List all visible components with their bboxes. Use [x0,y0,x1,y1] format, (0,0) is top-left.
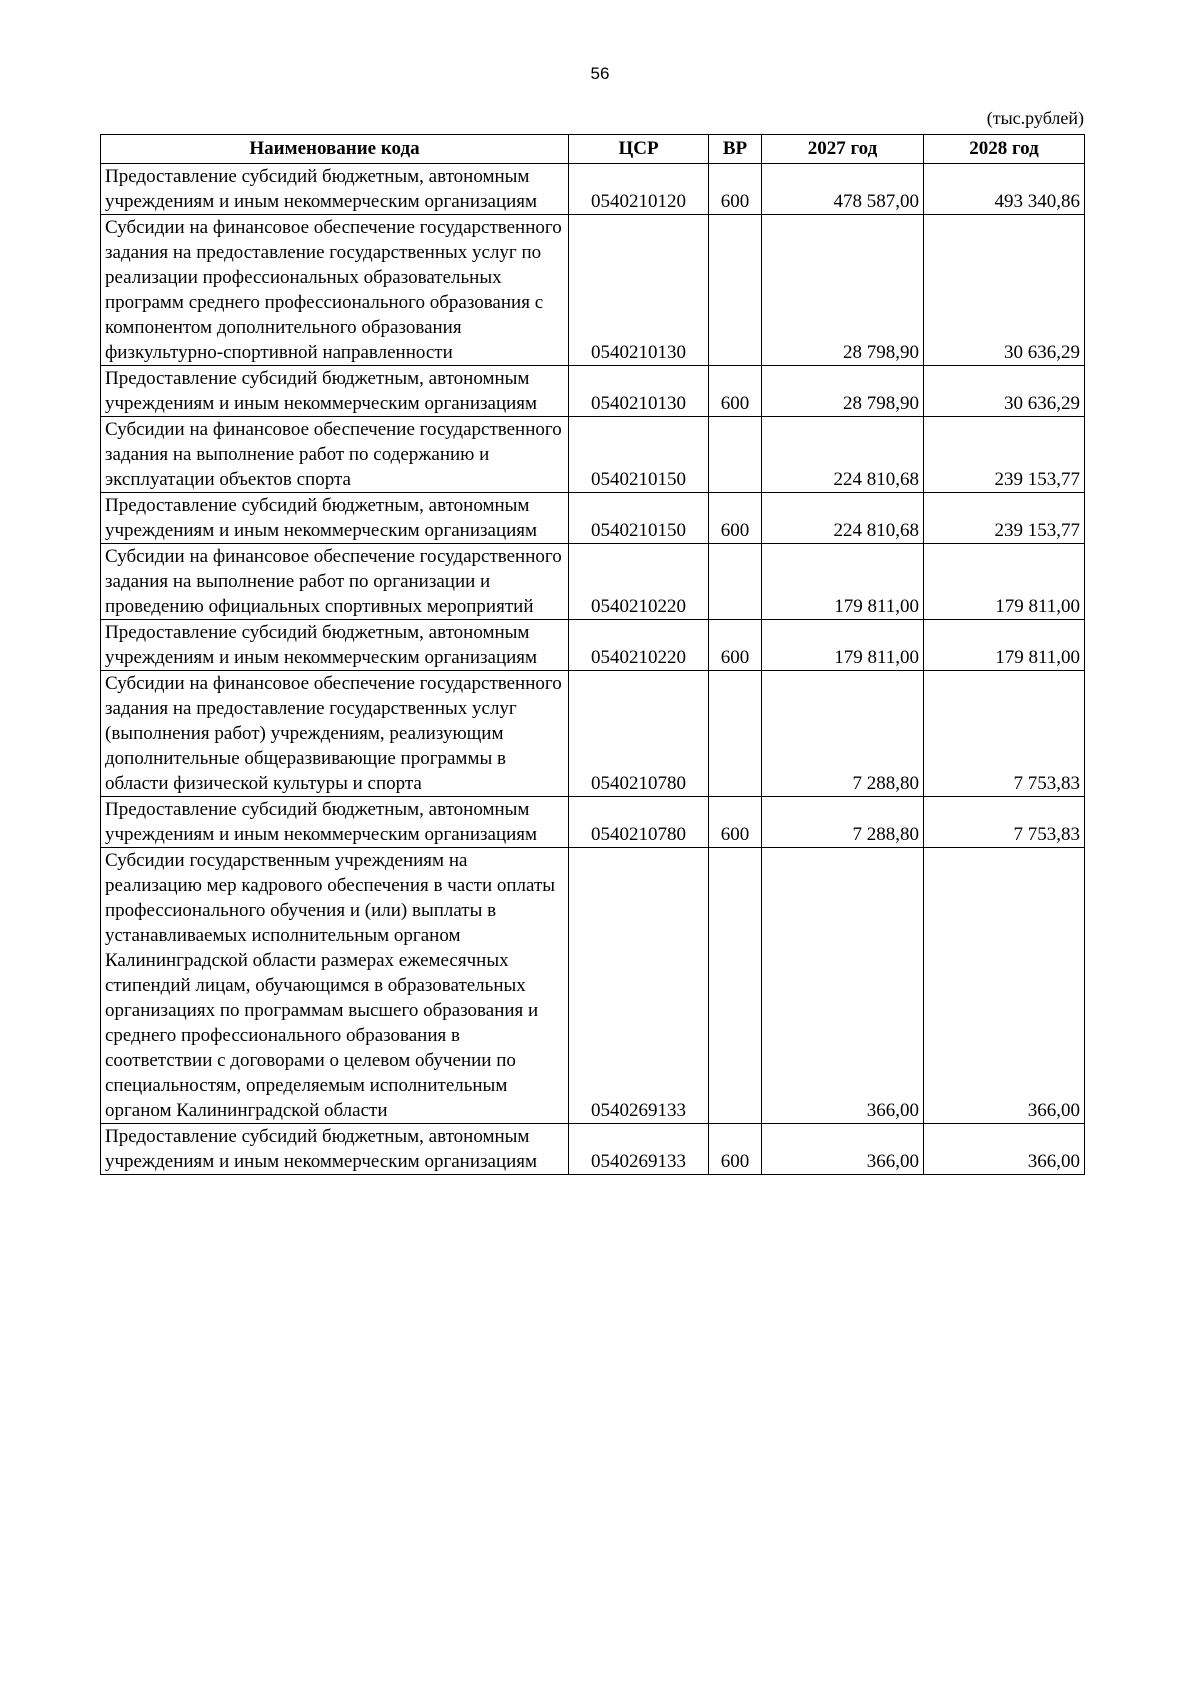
row-value-2027: 366,00 [762,1124,924,1175]
row-value-2027: 224 810,68 [762,493,924,544]
row-value-2027: 179 811,00 [762,544,924,620]
row-vr: 600 [709,366,762,417]
row-name: Предоставление субсидий бюджетным, автономным учреждениям и иным некоммерческим организациям [101,164,569,215]
table-row [101,620,1085,671]
row-value-2027: 28 798,90 [762,215,924,366]
row-vr: 600 [709,620,762,671]
row-value-2028: 7 753,83 [924,671,1085,797]
row-csr: 0540210780 [569,671,709,797]
row-csr: 0540269133 [569,1124,709,1175]
row-name: Предоставление субсидий бюджетным, автономным учреждениям и иным некоммерческим организациям [101,620,569,671]
header-vr: ВР [709,135,762,164]
row-value-2028: 30 636,29 [924,215,1085,366]
row-value-2027: 366,00 [762,848,924,1124]
row-value-2027: 7 288,80 [762,797,924,848]
table-row [101,848,1085,1124]
row-value-2027: 28 798,90 [762,366,924,417]
header-csr: ЦСР [569,135,709,164]
row-csr: 0540210780 [569,797,709,848]
row-csr: 0540269133 [569,848,709,1124]
row-value-2028: 7 753,83 [924,797,1085,848]
row-csr: 0540210150 [569,417,709,493]
row-vr: 600 [709,1124,762,1175]
table-row [101,1124,1085,1175]
row-value-2027: 224 810,68 [762,417,924,493]
row-csr: 0540210220 [569,544,709,620]
row-vr [709,848,762,1124]
header-year-2028: 2028 год [924,135,1085,164]
row-value-2028: 30 636,29 [924,366,1085,417]
row-value-2028: 179 811,00 [924,544,1085,620]
table-row [101,797,1085,848]
row-name: Субсидии на финансовое обеспечение государственного задания на предоставление государственных услуг по реализации профессиональных образовательных программ среднего профессионального образования с компонентом дополнительного образования физкультурно-спортивной направленности [101,215,569,366]
row-vr [709,544,762,620]
table-row [101,215,1085,366]
row-name: Субсидии на финансовое обеспечение государственного задания на выполнение работ по организации и проведению официальных спортивных мероприятий [101,544,569,620]
row-vr [709,215,762,366]
row-name: Субсидии государственным учреждениям на реализацию мер кадрового обеспечения в части оплаты профессионального обучения и (или) выплаты в устанавливаемых исполнительным органом Калининградской области размерах ежемесячных стипендий лицам, обучающимся в образовательных организациях по программам высшего образования и среднего профессионального образования в соответствии с договорами о целевом обучении по специальностям, определяемым исполнительным органом Калининградской области [101,848,569,1124]
header-name: Наименование кода [101,135,569,164]
row-vr: 600 [709,797,762,848]
row-name: Предоставление субсидий бюджетным, автономным учреждениям и иным некоммерческим организациям [101,797,569,848]
row-name: Субсидии на финансовое обеспечение государственного задания на предоставление государственных услуг (выполнения работ) учреждениям, реализующим дополнительные общеразвивающие программы в области физической культуры и спорта [101,671,569,797]
row-value-2028: 239 153,77 [924,417,1085,493]
unit-note: (тыс.рублей) [986,108,1084,128]
row-value-2027: 179 811,00 [762,620,924,671]
row-csr: 0540210130 [569,366,709,417]
row-name: Предоставление субсидий бюджетным, автономным учреждениям и иным некоммерческим организациям [101,366,569,417]
row-csr: 0540210120 [569,164,709,215]
table-row [101,417,1085,493]
row-value-2028: 179 811,00 [924,620,1085,671]
row-vr: 600 [709,493,762,544]
table-row [101,164,1085,215]
budget-table [100,134,1085,1175]
row-name: Субсидии на финансовое обеспечение государственного задания на выполнение работ по содержанию и эксплуатации объектов спорта [101,417,569,493]
header-year-2027: 2027 год [762,135,924,164]
row-vr: 600 [709,164,762,215]
table-row [101,544,1085,620]
row-csr: 0540210130 [569,215,709,366]
table-header-row [101,135,1085,164]
row-value-2027: 478 587,00 [762,164,924,215]
page-number: 56 [590,64,610,83]
row-value-2028: 366,00 [924,848,1085,1124]
row-vr [709,417,762,493]
table-row [101,366,1085,417]
row-name: Предоставление субсидий бюджетным, автономным учреждениям и иным некоммерческим организациям [101,493,569,544]
row-name: Предоставление субсидий бюджетным, автономным учреждениям и иным некоммерческим организациям [101,1124,569,1175]
table-row [101,493,1085,544]
table-row [101,671,1085,797]
row-value-2027: 7 288,80 [762,671,924,797]
row-value-2028: 493 340,86 [924,164,1085,215]
row-csr: 0540210220 [569,620,709,671]
row-csr: 0540210150 [569,493,709,544]
row-value-2028: 366,00 [924,1124,1085,1175]
row-value-2028: 239 153,77 [924,493,1085,544]
row-vr [709,671,762,797]
